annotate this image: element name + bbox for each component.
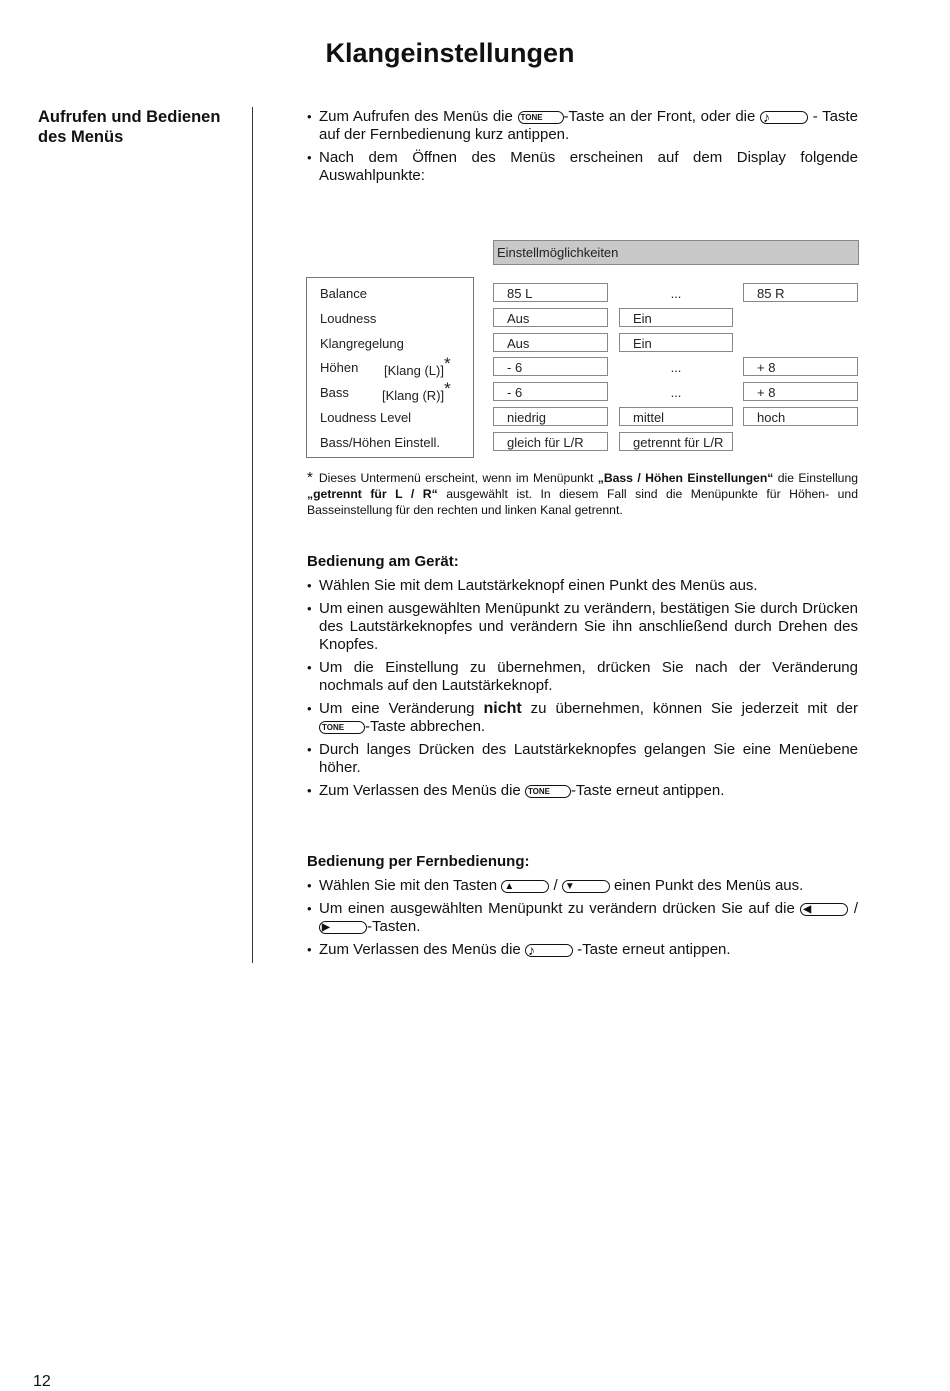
text: Zum Aufrufen des Menüs die <box>319 108 518 125</box>
left-arrow-key-icon: ◀ <box>800 903 848 916</box>
text: Wählen Sie mit den Tasten <box>319 877 502 894</box>
list-item <box>307 900 858 936</box>
text: Zum Verlassen des Menüs die <box>319 941 525 958</box>
note-key-icon: ♪ <box>760 111 808 124</box>
list-item: • Nach dem Öffnen des Menüs erscheinen auf dem Display folgende Auswahlpunkte: <box>307 149 858 185</box>
menu-label-bass-hoehen: Bass/Höhen Einstell. <box>320 435 440 450</box>
footnote <box>307 470 858 518</box>
text: Zum Verlassen des Menüs die <box>319 782 525 799</box>
list-item: • Um die Einstellung zu übernehmen, drücken Sie nach der Veränderung nochmals auf den Lautstärkeknopf. <box>307 659 858 695</box>
device-heading: Bedienung am Gerät: <box>307 553 459 570</box>
text: -Tasten. <box>367 918 421 935</box>
table-cell: 85 L <box>493 283 608 302</box>
sublabel-text: [Klang (L)] <box>384 363 444 378</box>
text: zu übernehmen, können Sie jederzeit mit der <box>521 700 858 717</box>
list-item <box>307 700 858 736</box>
menu-label-loudness-level: Loudness Level <box>320 410 412 425</box>
text: - Taste auf der Fernbedienung kurz antippen. <box>319 108 858 143</box>
menu-sublabel-bass <box>382 379 451 405</box>
table-cell: mittel <box>619 407 733 426</box>
footnote-star: * <box>307 469 313 486</box>
table-cell-ellipsis: ... <box>670 385 682 400</box>
text: -Taste erneut antippen. <box>570 782 725 799</box>
list-item <box>307 782 858 800</box>
table-cell: Ein <box>619 333 733 352</box>
text: / <box>848 900 858 917</box>
table-cell-ellipsis: ... <box>670 360 682 375</box>
table-cell: - 6 <box>493 357 608 376</box>
remote-section <box>307 853 858 959</box>
section-heading: Aufrufen und Bedienen des Menüs <box>38 108 221 146</box>
up-arrow-key-icon: ▲ <box>501 880 549 893</box>
table-cell: niedrig <box>493 407 608 426</box>
text: -Taste an der Front, oder die <box>563 108 761 125</box>
table-cell: - 6 <box>493 382 608 401</box>
page-number: 12 <box>33 1373 51 1390</box>
remote-heading: Bedienung per Fernbedienung: <box>307 853 530 870</box>
tone-key-icon: TONE <box>319 721 365 734</box>
text: „Bass / Höhen Einstellungen“ <box>597 471 774 485</box>
text: die Einstellung <box>773 471 858 485</box>
menu-sublabel-hoehen <box>384 354 451 380</box>
table-cell: getrennt für L/R <box>619 432 733 451</box>
intro-list <box>307 108 858 185</box>
device-section <box>307 553 858 800</box>
right-arrow-key-icon: ▶ <box>319 921 367 934</box>
table-header: Einstellmöglichkeiten <box>493 240 859 265</box>
table-cell: Aus <box>493 333 608 352</box>
text: Um einen ausgewählten Menüpunkt zu verändern drücken Sie auf die <box>319 900 801 917</box>
list-item: • Durch langes Drücken des Lautstärkeknopfes gelangen Sie eine Menüebene höher. <box>307 741 858 777</box>
sublabel-text: [Klang (R)] <box>382 388 445 403</box>
table-cell: + 8 <box>743 357 858 376</box>
text: ausgewählt ist. In diesem Fall sind die Menüpunkte für Höhen- und Basseinstellung für den rechten und linken Kanal getrennt. <box>307 487 858 517</box>
menu-label-klangregelung: Klangregelung <box>320 336 404 351</box>
table-cell: gleich für L/R <box>493 432 608 451</box>
tone-key-icon: TONE <box>518 111 564 124</box>
table-cell: Aus <box>493 308 608 327</box>
menu-label-bass: Bass <box>320 385 349 400</box>
table-cell: Ein <box>619 308 733 327</box>
note-key-icon: ♪ <box>525 944 573 957</box>
down-arrow-key-icon: ▼ <box>562 880 610 893</box>
list-item: • Wählen Sie mit dem Lautstärkeknopf einen Punkt des Menüs aus. <box>307 577 858 595</box>
table-cell: 85 R <box>743 283 858 302</box>
menu-label-loudness: Loudness <box>320 311 377 326</box>
vertical-divider <box>252 107 253 963</box>
list-item <box>307 941 858 959</box>
text: „getrennt für L / R“ <box>307 487 438 501</box>
list-item: • Um einen ausgewählten Menüpunkt zu verändern, bestätigen Sie durch Drücken des Lautstärkeknopfes und verändern Sie ihn anschließend durch Drehen des Knopfes. <box>307 600 858 654</box>
list-item <box>307 877 858 895</box>
menu-label-hoehen: Höhen <box>320 360 359 375</box>
footnote-star: * <box>444 379 451 398</box>
tone-key-icon: TONE <box>525 785 571 798</box>
text: einen Punkt des Menüs aus. <box>609 877 804 894</box>
text: -Taste erneut antippen. <box>572 941 731 958</box>
menu-label-balance: Balance <box>320 286 367 301</box>
text: nicht <box>483 700 522 717</box>
text: Dieses Untermenü erscheint, wenn im Menüpunkt <box>318 471 598 485</box>
text: -Taste abbrechen. <box>365 718 486 735</box>
table-cell: hoch <box>743 407 858 426</box>
text: Um eine Veränderung <box>319 700 484 717</box>
list-item <box>307 108 858 144</box>
footnote-star: * <box>443 354 451 373</box>
page-title: Klangeinstellungen <box>325 38 575 68</box>
text: / <box>549 877 562 894</box>
table-cell: + 8 <box>743 382 858 401</box>
table-cell-ellipsis: ... <box>670 286 682 301</box>
